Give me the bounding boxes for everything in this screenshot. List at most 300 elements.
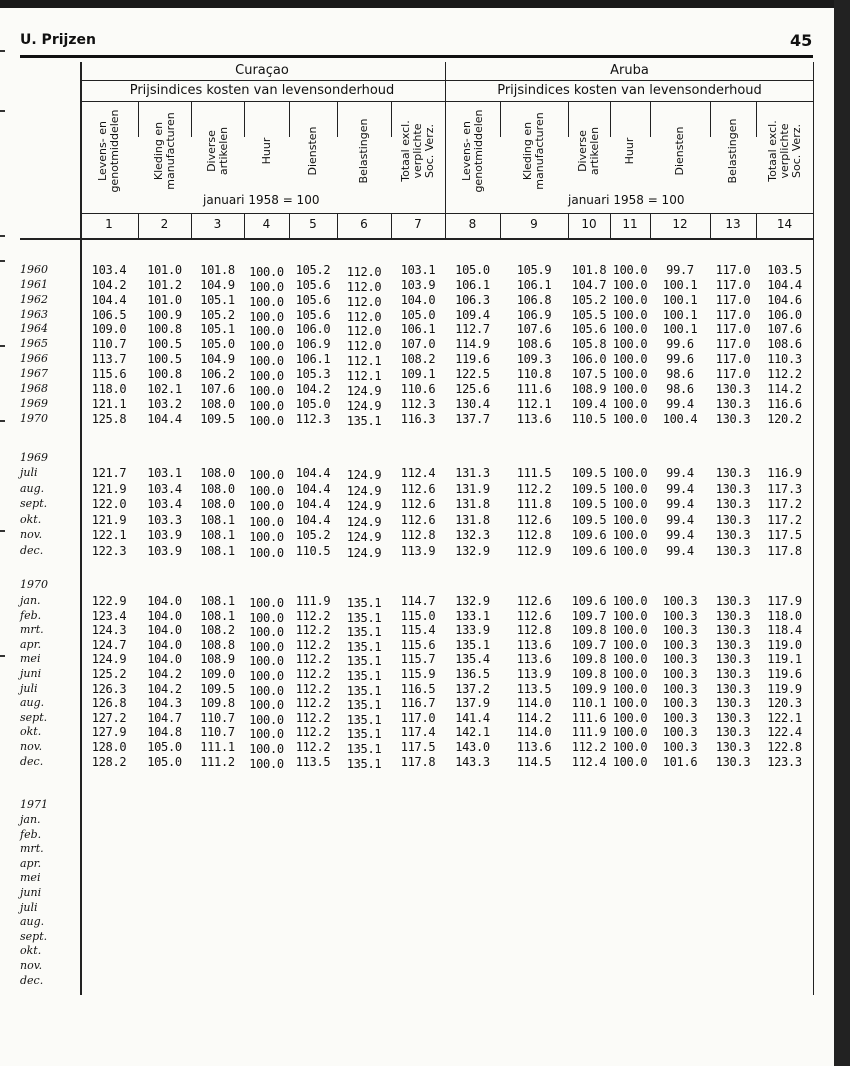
column-header-line: Huur [623, 137, 636, 165]
table-cell: 130.3 [715, 681, 751, 696]
scan-edge-mark [0, 420, 5, 422]
table-cell: 115.0 [400, 608, 436, 623]
column-divider [289, 101, 290, 137]
table-cell: 112.8 [516, 528, 552, 542]
table-cell: 132.3 [455, 528, 490, 542]
table-cell: 117.0 [715, 263, 751, 277]
table-cell: 100.9 [147, 307, 182, 322]
table-cell: 100.0 [612, 652, 648, 667]
table-cell: 110.7 [91, 337, 127, 352]
table-cell: 114.5 [516, 754, 552, 769]
table-cell: 112.2 [295, 710, 331, 725]
table-cell: 100.0 [612, 637, 648, 652]
table-cell: 107.6 [516, 322, 552, 337]
table-cell: 141.4 [455, 710, 490, 725]
table-cell: 117.4 [400, 725, 436, 740]
table-cell: 100.0 [249, 383, 284, 398]
table-cell: 100.3 [662, 740, 698, 754]
table-cell: 103.2 [147, 396, 182, 411]
table-cell: 106.5 [91, 307, 127, 322]
column-header-line: Diensten [306, 126, 319, 176]
table-cell: 100.0 [249, 742, 284, 756]
table-cell: 109.9 [571, 681, 607, 696]
table-cell: 130.3 [715, 608, 751, 623]
table-cell: 112.0 [346, 324, 382, 339]
table-cell: 135.1 [346, 756, 382, 771]
table-cell: 113.7 [91, 352, 127, 367]
table-cell: 99.6 [666, 337, 694, 352]
table-cell: 112.0 [346, 309, 382, 324]
table-cell: 113.5 [516, 681, 552, 696]
column-number-2: 2 [160, 217, 169, 231]
table-cell: 112.2 [295, 652, 331, 667]
table-cell: 100.0 [612, 497, 648, 511]
table-cell: 116.3 [400, 411, 436, 426]
table-cell: 101.0 [147, 263, 182, 277]
table-cell: 124.9 [346, 483, 382, 498]
table-cell: 113.9 [516, 667, 552, 681]
row-label: mei [20, 871, 41, 885]
table-cell: 114.9 [455, 337, 490, 352]
column-number-1: 1 [105, 217, 113, 231]
table-cell: 107.5 [571, 366, 607, 381]
table-cell: 109.4 [455, 307, 490, 322]
table-cell: 100.0 [249, 324, 284, 339]
table-cell: 106.2 [200, 366, 235, 381]
table-cell: 100.0 [249, 339, 284, 354]
table-cell: 106.1 [400, 322, 436, 337]
column-header-line: Belastingen [357, 118, 370, 184]
table-cell: 112.3 [295, 411, 331, 426]
row-label: nov. [20, 528, 43, 541]
table-cell: 109.5 [571, 466, 607, 480]
table-cell: 135.1 [455, 637, 490, 652]
table-cell: 112.6 [516, 594, 552, 608]
column-header-2 [153, 102, 177, 200]
table-cell: 105.5 [571, 307, 607, 322]
table-cell: 130.3 [715, 710, 751, 725]
table-cell: 130.3 [715, 528, 751, 542]
table-cell: 117.0 [400, 710, 436, 725]
table-cell: 100.0 [612, 681, 648, 696]
table-cell: 112.7 [455, 322, 490, 337]
table-cell: 123.3 [767, 754, 802, 769]
table-cell: 117.0 [715, 337, 751, 352]
table-cell: 100.0 [249, 265, 284, 279]
column-header-line: Diverse [204, 130, 218, 172]
table-cell: 108.0 [200, 396, 235, 411]
table-cell: 111.6 [516, 381, 552, 396]
table-cell: 113.6 [516, 652, 552, 667]
row-label: 1964 [20, 322, 48, 336]
group-aruba-subtitle: Prijsindices kosten van levensonderhoud [497, 83, 762, 98]
table-cell: 100.0 [249, 368, 284, 383]
table-cell: 108.1 [200, 543, 235, 558]
table-cell: 108.1 [200, 594, 235, 608]
table-cell: 99.4 [666, 497, 694, 511]
table-cell: 112.2 [295, 696, 331, 711]
table-cell: 100.0 [612, 366, 648, 381]
table-cell: 123.4 [91, 608, 127, 623]
table-cell: 122.0 [91, 497, 127, 511]
column-header-8 [461, 102, 485, 200]
column-divider [650, 101, 651, 137]
table-cell: 130.4 [455, 396, 490, 411]
table-cell: 100.0 [249, 625, 284, 640]
table-cell: 100.0 [249, 468, 284, 482]
table-cell: 100.3 [662, 725, 698, 740]
column-number-9: 9 [530, 217, 538, 231]
table-cell: 100.3 [662, 608, 698, 623]
table-cell: 117.2 [767, 497, 802, 511]
table-cell: 101.2 [147, 277, 182, 292]
table-cell: 135.1 [346, 596, 382, 610]
table-cell: 104.7 [147, 710, 182, 725]
row-label: aug. [20, 696, 45, 710]
column-divider [337, 101, 338, 137]
table-cell: 109.8 [571, 623, 607, 638]
table-cell: 130.3 [715, 725, 751, 740]
table-cell: 124.9 [346, 514, 382, 529]
row-label: 1961 [20, 277, 48, 291]
table-cell: 116.6 [767, 396, 802, 411]
row-label: dec. [20, 754, 44, 768]
table-cell: 120.2 [767, 411, 802, 426]
row-label: 1962 [20, 292, 48, 306]
table-cell: 100.0 [249, 354, 284, 369]
table-cell: 118.0 [91, 381, 127, 396]
table-cell: 105.9 [516, 263, 552, 277]
table-cell: 98.6 [666, 366, 694, 381]
table-cell: 112.0 [346, 265, 382, 279]
column-number-rule [80, 213, 813, 214]
table-cell: 100.3 [662, 637, 698, 652]
section-title: U. Prijzen [20, 32, 96, 48]
table-cell: 112.0 [346, 294, 382, 309]
table-cell: 116.9 [767, 466, 802, 480]
table-cell: 100.0 [612, 528, 648, 542]
table-cell: 113.6 [516, 411, 552, 426]
table-cell: 99.4 [666, 543, 694, 558]
table-cell: 119.0 [767, 637, 802, 652]
table-cell: 118.4 [767, 623, 802, 638]
table-cell: 100.1 [662, 277, 698, 292]
table-cell: 128.0 [91, 740, 127, 754]
table-cell: 122.5 [455, 366, 490, 381]
table-cell: 114.2 [767, 381, 802, 396]
table-cell: 109.8 [571, 667, 607, 681]
table-cell: 117.3 [767, 481, 802, 496]
table-cell: 125.8 [91, 411, 127, 426]
table-cell: 117.2 [767, 512, 802, 527]
table-cell: 100.0 [612, 381, 648, 396]
table-cell: 106.3 [455, 292, 490, 307]
table-cell: 125.2 [91, 667, 127, 681]
row-label: 1960 [20, 263, 48, 276]
column-divider [813, 62, 814, 995]
table-cell: 130.3 [715, 740, 751, 754]
table-cell: 108.8 [200, 637, 235, 652]
row-label: 1963 [20, 307, 48, 321]
scan-edge-mark [0, 235, 5, 237]
table-cell: 100.0 [612, 740, 648, 754]
table-cell: 100.5 [147, 352, 182, 367]
row-label: aug. [20, 915, 45, 929]
table-cell: 103.4 [91, 263, 127, 277]
row-label: mrt. [20, 623, 44, 637]
table-cell: 106.8 [516, 292, 552, 307]
column-header-line: Diverse [576, 130, 589, 172]
table-cell: 110.6 [400, 381, 436, 396]
column-divider [756, 101, 757, 137]
table-cell: 130.3 [715, 637, 751, 652]
table-cell: 109.6 [571, 543, 607, 558]
table-cell: 112.2 [295, 623, 331, 638]
column-header-line: Soc. Verz. [789, 124, 803, 178]
row-label: apr. [20, 637, 42, 651]
table-cell: 135.1 [346, 669, 382, 683]
table-cell: 109.5 [571, 512, 607, 527]
column-number-7: 7 [414, 217, 422, 231]
table-cell: 104.4 [767, 277, 802, 292]
table-cell: 100.3 [662, 681, 698, 696]
table-cell: 104.4 [295, 466, 331, 480]
table-cell: 135.4 [455, 652, 490, 667]
table-cell: 124.9 [346, 383, 382, 398]
table-cell: 112.2 [295, 725, 331, 740]
row-label: juli [20, 681, 38, 695]
base-label-curacao: januari 1958 = 100 [203, 193, 320, 207]
table-cell: 105.0 [455, 263, 490, 277]
table-cell: 104.4 [147, 411, 182, 426]
column-header-14 [767, 102, 803, 200]
row-label: sept. [20, 497, 48, 510]
table-cell: 124.7 [91, 637, 127, 652]
table-cell: 105.6 [295, 277, 331, 292]
table-cell: 104.4 [295, 481, 331, 496]
table-cell: 112.2 [571, 740, 607, 754]
table-cell: 109.6 [571, 528, 607, 542]
table-cell: 104.2 [147, 681, 182, 696]
column-divider [710, 101, 711, 137]
table-cell: 112.8 [516, 623, 552, 638]
column-header-line: artikelen [216, 126, 230, 176]
table-cell: 130.3 [715, 594, 751, 608]
table-cell: 100.0 [612, 277, 648, 292]
table-cell: 111.2 [200, 754, 235, 769]
column-divider [610, 101, 611, 137]
table-cell: 104.7 [571, 277, 607, 292]
column-header-line: Kleding en [521, 121, 534, 181]
table-cell: 100.3 [662, 667, 698, 681]
table-cell: 112.6 [516, 608, 552, 623]
table-cell: 103.5 [767, 263, 802, 277]
table-cell: 104.4 [295, 497, 331, 511]
table-cell: 109.8 [200, 696, 235, 711]
table-cell: 112.2 [295, 608, 331, 623]
table-cell: 100.0 [249, 683, 284, 698]
table-cell: 114.7 [400, 594, 436, 608]
column-header-line: genotmiddelen [471, 109, 485, 193]
table-cell: 109.5 [571, 481, 607, 496]
table-cell: 100.0 [612, 307, 648, 322]
row-label: nov. [20, 959, 43, 972]
table-cell: 100.0 [249, 639, 284, 654]
row-label: 1968 [20, 381, 48, 395]
row-label: aug. [20, 481, 45, 495]
table-cell: 122.9 [91, 594, 127, 608]
row-label: 1969 [20, 451, 48, 464]
table-cell: 131.9 [455, 481, 490, 496]
row-label: 1966 [20, 352, 48, 366]
table-cell: 108.1 [200, 528, 235, 542]
table-cell: 143.3 [455, 754, 490, 769]
table-cell: 130.3 [715, 512, 751, 527]
table-cell: 112.3 [400, 396, 436, 411]
table-cell: 112.2 [767, 366, 802, 381]
table-cell: 111.6 [571, 710, 607, 725]
table-cell: 100.5 [147, 337, 182, 352]
column-header-line: manufacturen [533, 112, 546, 190]
row-label: juni [20, 667, 42, 680]
table-cell: 100.0 [249, 654, 284, 669]
table-cell: 100.1 [662, 322, 698, 337]
table-cell: 99.4 [666, 481, 694, 496]
table-cell: 108.9 [200, 652, 235, 667]
table-cell: 115.9 [400, 667, 436, 681]
scan-edge-mark [0, 260, 5, 262]
table-cell: 122.1 [91, 528, 127, 542]
table-cell: 112.8 [400, 528, 436, 542]
table-cell: 108.0 [200, 481, 235, 496]
table-cell: 121.7 [91, 466, 127, 480]
table-cell: 112.0 [346, 339, 382, 354]
table-cell: 100.0 [612, 396, 648, 411]
column-number-8: 8 [468, 217, 477, 231]
row-label: 1969 [20, 396, 48, 410]
scan-edge-mark [0, 345, 5, 347]
table-cell: 135.1 [346, 742, 382, 756]
table-cell: 115.4 [400, 623, 436, 638]
table-cell: 124.9 [346, 545, 382, 560]
table-cell: 105.6 [295, 307, 331, 322]
table-cell: 108.0 [200, 466, 235, 480]
table-cell: 121.9 [91, 481, 127, 496]
column-divider [445, 62, 446, 238]
table-cell: 99.7 [666, 263, 694, 277]
table-cell: 109.6 [571, 594, 607, 608]
table-cell: 116.5 [400, 681, 436, 696]
scan-edge-mark [0, 655, 5, 657]
table-cell: 100.1 [662, 307, 698, 322]
column-header-line: verplichte [777, 123, 791, 179]
column-header-line: Totaal excl. [765, 120, 779, 182]
table-cell: 100.0 [249, 530, 284, 544]
group-aruba-title: Aruba [610, 63, 649, 78]
table-cell: 105.2 [200, 307, 235, 322]
table-cell: 106.1 [295, 352, 331, 367]
column-number-10: 10 [581, 217, 597, 231]
table-cell: 100.0 [249, 727, 284, 742]
table-cell: 111.5 [516, 466, 552, 480]
table-cell: 111.8 [516, 497, 552, 511]
table-cell: 109.8 [571, 652, 607, 667]
table-cell: 100.0 [249, 596, 284, 610]
table-cell: 112.4 [571, 754, 607, 769]
table-cell: 103.3 [147, 512, 182, 527]
table-cell: 109.5 [571, 497, 607, 511]
column-number-11: 11 [622, 217, 638, 231]
table-cell: 113.6 [516, 740, 552, 754]
table-cell: 100.3 [662, 594, 698, 608]
table-cell: 106.1 [455, 277, 490, 292]
column-header-line: Levens- en [459, 121, 473, 181]
header-rule [20, 55, 813, 58]
column-divider [568, 101, 569, 137]
table-cell: 111.9 [295, 594, 331, 608]
table-cell: 130.3 [715, 543, 751, 558]
column-header-line: Kleding en [151, 121, 165, 181]
table-cell: 100.0 [249, 514, 284, 529]
table-cell: 104.2 [147, 667, 182, 681]
table-cell: 124.9 [346, 499, 382, 513]
table-cell: 100.1 [662, 292, 698, 307]
table-cell: 104.0 [147, 608, 182, 623]
table-cell: 104.6 [767, 292, 802, 307]
table-cell: 105.0 [147, 754, 182, 769]
table-cell: 115.6 [91, 366, 127, 381]
table-cell: 135.1 [346, 639, 382, 654]
table-cell: 136.5 [455, 667, 490, 681]
subtitle-rule [80, 101, 813, 102]
table-cell: 100.0 [249, 499, 284, 513]
table-cell: 125.6 [455, 381, 490, 396]
table-cell: 110.3 [767, 352, 802, 367]
table-cell: 130.3 [715, 667, 751, 681]
table-cell: 107.6 [767, 322, 802, 337]
column-header-5 [307, 102, 319, 200]
table-cell: 107.6 [200, 381, 235, 396]
table-cell: 106.9 [295, 337, 331, 352]
table-cell: 106.0 [295, 322, 331, 337]
table-cell: 103.1 [147, 466, 182, 480]
table-cell: 101.8 [200, 263, 235, 277]
table-cell: 104.4 [295, 512, 331, 527]
table-cell: 133.1 [455, 608, 490, 623]
table-cell: 108.2 [400, 352, 436, 367]
row-label: mrt. [20, 842, 44, 856]
table-cell: 133.9 [455, 623, 490, 638]
table-cell: 112.9 [516, 543, 552, 558]
row-label: jan. [20, 594, 41, 607]
scan-edge-mark [0, 50, 5, 52]
column-divider [191, 101, 192, 137]
table-cell: 131.8 [455, 497, 490, 511]
table-cell: 111.9 [571, 725, 607, 740]
column-header-12 [674, 102, 686, 200]
table-cell: 100.0 [612, 725, 648, 740]
table-cell: 100.0 [612, 466, 648, 480]
table-cell: 100.0 [612, 543, 648, 558]
row-label: nov. [20, 740, 43, 753]
table-cell: 132.9 [455, 594, 490, 608]
row-label: jan. [20, 813, 41, 826]
scan-top-border [0, 0, 850, 8]
column-header-6 [358, 102, 370, 200]
row-label: apr. [20, 856, 42, 870]
table-cell: 104.0 [147, 637, 182, 652]
row-label: juli [20, 466, 38, 479]
